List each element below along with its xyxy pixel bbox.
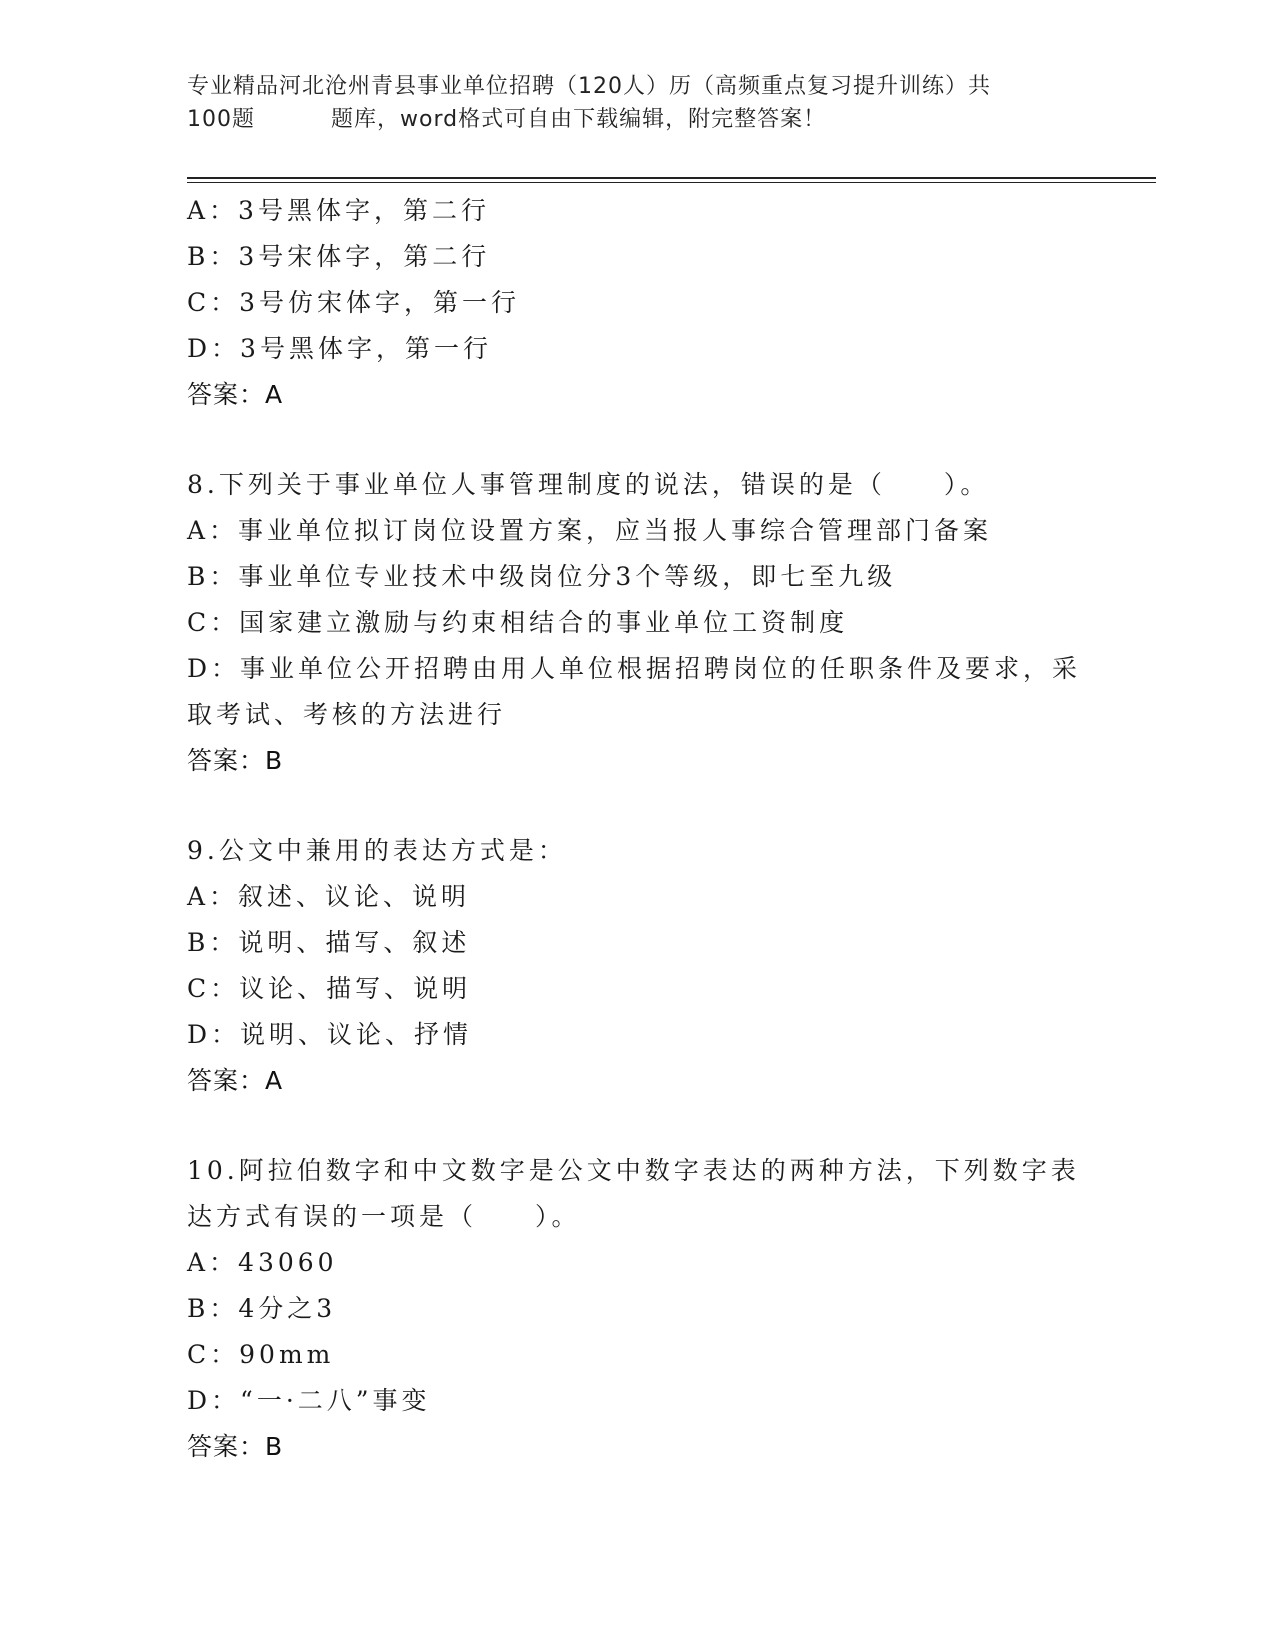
option-d: D：“一·二八”事变 xyxy=(187,1386,431,1415)
question-9 xyxy=(187,828,1087,1104)
option-c: C：议论、描写、说明 xyxy=(187,974,472,1003)
answer: 答案：B xyxy=(187,746,284,775)
answer: 答案：A xyxy=(187,380,284,409)
option-c: C：国家建立激励与约束相结合的事业单位工资制度 xyxy=(187,608,849,637)
document-body xyxy=(187,188,1087,1470)
question-stem: 9.公文中兼用的表达方式是： xyxy=(187,836,567,865)
document-header xyxy=(187,70,1087,136)
option-a: A：叙述、议论、说明 xyxy=(187,882,471,911)
question-7 xyxy=(187,188,1087,418)
question-8 xyxy=(187,462,1087,784)
header-line-2-part-2: 题库，word格式可自由下载编辑，附完整答案！ xyxy=(331,107,827,132)
header-line-2 xyxy=(187,103,1087,136)
answer: 答案：A xyxy=(187,1066,284,1095)
option-d: D：3号黑体字，第一行 xyxy=(187,334,492,363)
option-d-continued: 取考试、考核的方法进行 xyxy=(187,700,507,729)
option-d: D：说明、议论、抒情 xyxy=(187,1020,473,1049)
header-divider-thick xyxy=(187,177,1156,179)
header-line-2-part-1: 100题 xyxy=(187,107,255,132)
option-a: A：43060 xyxy=(187,1248,338,1277)
header-divider-thin xyxy=(187,182,1156,183)
option-b: B：事业单位专业技术中级岗位分3个等级，即七至九级 xyxy=(187,562,897,591)
answer: 答案：B xyxy=(187,1432,284,1461)
option-b: B：3号宋体字，第二行 xyxy=(187,242,491,271)
option-b: B：4分之3 xyxy=(187,1294,337,1323)
option-d: D：事业单位公开招聘由用人单位根据招聘岗位的任职条件及要求，采 xyxy=(187,654,1082,683)
question-stem: 8.下列关于事业单位人事管理制度的说法，错误的是（ ）。 xyxy=(187,470,990,499)
question-10 xyxy=(187,1148,1087,1470)
option-c: C：90mm xyxy=(187,1340,335,1369)
option-b: B：说明、描写、叙述 xyxy=(187,928,471,957)
question-stem-continued: 达方式有误的一项是（ ）。 xyxy=(187,1202,581,1231)
question-stem: 10.阿拉伯数字和中文数字是公文中数字表达的两种方法，下列数字表 xyxy=(187,1156,1080,1185)
header-line-1: 专业精品河北沧州青县事业单位招聘（120人）历（高频重点复习提升训练）共 xyxy=(187,74,991,99)
option-a: A：3号黑体字，第二行 xyxy=(187,196,490,225)
option-c: C：3号仿宋体字，第一行 xyxy=(187,288,521,317)
option-a: A：事业单位拟订岗位设置方案，应当报人事综合管理部门备案 xyxy=(187,516,993,545)
